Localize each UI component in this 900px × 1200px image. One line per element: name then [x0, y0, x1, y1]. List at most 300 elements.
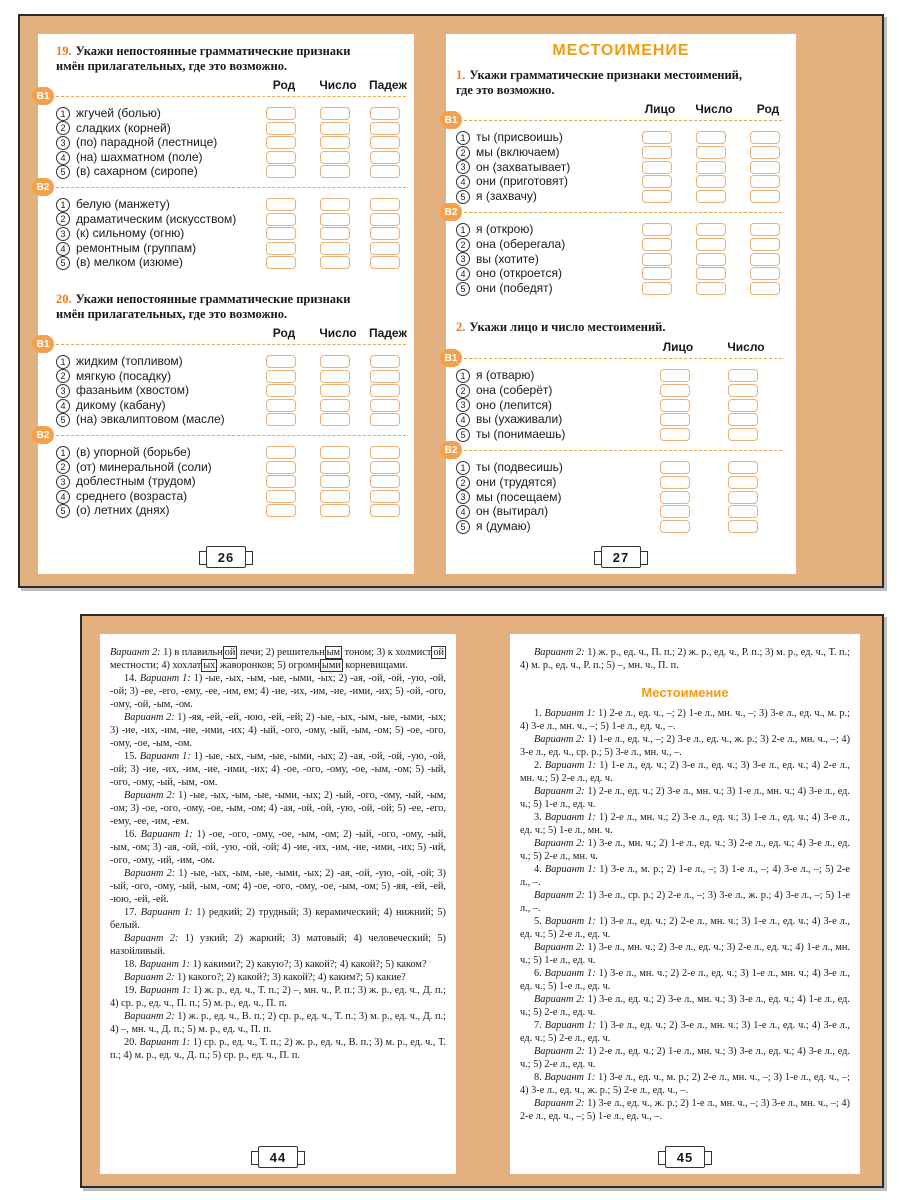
answer-box[interactable] — [660, 369, 690, 382]
answer-box[interactable] — [750, 223, 780, 236]
answer-box[interactable] — [660, 461, 690, 474]
item-text: белую (манжету) — [76, 197, 170, 211]
answer-box[interactable] — [370, 256, 400, 269]
item-number: 5 — [56, 256, 70, 270]
item-number: 1 — [456, 461, 470, 475]
answer-paragraph: Вариант 2: 1) -ые, -ых, -ым, -ые, -ыми, -ых; 2) -ая, -ой, -ую, -ой, -ой; 3) -ый, -ого, -ому, -ый, -ым, -ом; 4) -ое, -ого, -ому, -ое, -ым, -ом; 5) -яя, -ей, -ей, -юю, -ей, -ей. — [110, 868, 446, 905]
item-number: 1 — [456, 369, 470, 383]
variant-badge: В1 — [440, 349, 462, 367]
list-item — [456, 160, 570, 175]
dashed-divider — [464, 358, 782, 359]
task-text: имён прилагательных, где это возможно. — [56, 59, 288, 73]
dashed-divider — [56, 344, 406, 345]
variant-badge: В1 — [440, 111, 462, 129]
answer-box[interactable] — [266, 122, 296, 135]
list-item — [56, 106, 161, 121]
item-text: (в) мелком (изюме) — [76, 255, 183, 270]
answer-box[interactable] — [642, 131, 672, 144]
answer-paragraph: 6. Вариант 1: 1) 3-е л., мн. ч.; 2) 2-е л., ед. ч.; 3) 1-е л., мн. ч.; 4) 3-е л., ед. ч.; 5) 1-е л., ед. ч. — [520, 968, 850, 992]
answer-box[interactable] — [266, 165, 296, 178]
answer-box[interactable] — [370, 399, 400, 412]
answer-paragraph: 2. Вариант 1: 1) 1-е л., ед. ч.; 2) 3-е л., ед. ч.; 3) 3-е л., ед. ч.; 4) 2-е л., мн. ч.; 5) 2-е л., ед. ч. — [520, 760, 850, 784]
task-text: имён прилагательных, где это возможно. — [56, 307, 288, 321]
answer-box[interactable] — [266, 446, 296, 459]
answer-box[interactable] — [370, 475, 400, 488]
task-heading — [56, 292, 406, 322]
item-text: вы (хотите) — [476, 251, 539, 266]
list-item — [56, 460, 212, 475]
item-number: 4 — [56, 242, 70, 256]
page-26 — [38, 34, 414, 574]
column-header: Род — [272, 78, 296, 92]
answer-box[interactable] — [320, 355, 350, 368]
item-text: сладких (корней) — [76, 120, 171, 135]
list-item — [56, 489, 187, 504]
answer-paragraph: Вариант 2: 1) 3-е л., мн. ч.; 2) 1-е л., ед. ч.; 3) 2-е л., ед. ч.; 4) 3-е л., ед. ч.; 5) 2-е л., мн. ч. — [520, 838, 850, 862]
task-number: 19. — [56, 44, 72, 58]
dashed-divider — [56, 187, 406, 188]
answer-box[interactable] — [320, 122, 350, 135]
answer-box[interactable] — [320, 256, 350, 269]
list-item — [456, 252, 539, 267]
answer-box[interactable] — [370, 107, 400, 120]
answer-box[interactable] — [370, 355, 400, 368]
answer-box[interactable] — [370, 151, 400, 164]
dashed-divider — [56, 435, 406, 436]
item-text: ты (присвоишь) — [476, 130, 563, 144]
answer-box[interactable] — [660, 491, 690, 504]
list-item — [456, 490, 562, 505]
item-text: я (открою) — [476, 222, 534, 236]
answer-box[interactable] — [370, 370, 400, 383]
answer-box[interactable] — [320, 399, 350, 412]
answer-paragraph: 3. Вариант 1: 1) 2-е л., мн. ч.; 2) 3-е л., ед. ч.; 3) 1-е л., ед. ч.; 4) 3-е л., ед. ч.; 5) 1-е л., мн. ч. — [520, 812, 850, 836]
item-text: я (думаю) — [476, 519, 531, 534]
item-text: (в) сахарном (сиропе) — [76, 164, 198, 179]
answer-box[interactable] — [696, 161, 726, 174]
item-number: 3 — [56, 384, 70, 398]
answer-box[interactable] — [320, 198, 350, 211]
list-item — [56, 503, 170, 518]
task-heading — [456, 320, 786, 335]
task-heading — [56, 44, 406, 74]
item-number: 4 — [56, 490, 70, 504]
answers-45 — [520, 646, 850, 1123]
answer-box[interactable] — [266, 399, 296, 412]
task-number: 1. — [456, 68, 466, 82]
item-number: 1 — [56, 355, 70, 369]
item-text: ты (понимаешь) — [476, 427, 566, 442]
variant-badge: В2 — [32, 178, 54, 196]
answer-box[interactable] — [370, 242, 400, 255]
answer-box[interactable] — [320, 413, 350, 426]
answer-paragraph: 5. Вариант 1: 1) 3-е л., ед. ч.; 2) 2-е л., мн. ч.; 3) 1-е л., ед. ч.; 4) 3-е л., ед. ч.; 5) 2-е л., ед. ч. — [520, 916, 850, 940]
column-header: Число — [319, 78, 357, 92]
answer-box[interactable] — [266, 136, 296, 149]
answer-box[interactable] — [370, 198, 400, 211]
list-item — [456, 368, 534, 383]
item-number: 2 — [56, 460, 70, 474]
task-text: Укажи лицо и число местоимений. — [469, 320, 666, 334]
answer-paragraph: 1. Вариант 1: 1) 2-е л., ед. ч., –; 2) 1-е л., мн. ч., –; 3) 3-е л., ед. ч., м. р.; 4) 3-е л., мн. ч., –; 5) 1-е л., ед. ч., –. — [520, 708, 850, 732]
answer-box[interactable] — [320, 461, 350, 474]
answer-box[interactable] — [750, 282, 780, 295]
answer-box[interactable] — [696, 175, 726, 188]
answer-box[interactable] — [750, 190, 780, 203]
column-header: Лицо — [644, 102, 676, 116]
answer-box[interactable] — [728, 384, 758, 397]
page-number: 27 — [601, 546, 641, 568]
answer-box[interactable] — [266, 504, 296, 517]
item-text: (к) сильному (огню) — [76, 226, 185, 241]
column-header: Род — [756, 102, 780, 116]
answer-box[interactable] — [642, 146, 672, 159]
list-item — [456, 412, 562, 427]
answer-box[interactable] — [642, 175, 672, 188]
item-text: дикому (кабану) — [76, 397, 166, 412]
list-item — [456, 174, 568, 189]
answer-paragraph: 4. Вариант 1: 1) 3-е л., м. р.; 2) 1-е л., –; 3) 1-е л., –; 4) 3-е л., –; 5) 2-е л., –. — [520, 864, 850, 888]
answer-box[interactable] — [266, 227, 296, 240]
item-number: 3 — [56, 227, 70, 241]
list-item — [56, 164, 198, 179]
task-number: 2. — [456, 320, 466, 334]
item-number: 4 — [56, 399, 70, 413]
dashed-divider — [56, 96, 406, 97]
item-number: 4 — [456, 505, 470, 519]
list-item — [56, 383, 189, 398]
answer-box[interactable] — [728, 399, 758, 412]
page-45 — [510, 634, 860, 1174]
list-item — [56, 212, 236, 227]
item-number: 3 — [456, 252, 470, 266]
list-item — [456, 281, 553, 296]
item-text: я (захвачу) — [476, 189, 537, 204]
item-text: оно (откроется) — [476, 266, 562, 281]
list-item — [56, 150, 203, 165]
answer-box[interactable] — [696, 238, 726, 251]
answer-paragraph: 18. Вариант 1: 1) какими?; 2) какую?; 3) какой?; 4) какой?; 5) каком? — [124, 959, 427, 970]
answer-box[interactable] — [266, 490, 296, 503]
item-number: 2 — [456, 384, 470, 398]
item-text: они (победят) — [476, 281, 553, 296]
answer-box[interactable] — [696, 223, 726, 236]
answer-paragraph: Вариант 2: 1) ж. р., ед. ч., П. п.; 2) ж. р., ед. ч., Р. п.; 3) м. р., ед. ч., Т. п.; 4) м. р., ед. ч., Р. п.; 5) –, мн. ч., П. п. — [520, 647, 850, 671]
answer-box[interactable] — [266, 384, 296, 397]
answer-box[interactable] — [750, 161, 780, 174]
item-text: жидким (топливом) — [76, 354, 183, 368]
answer-box[interactable] — [266, 198, 296, 211]
section-title: Местоимение — [641, 685, 729, 700]
page-number: 26 — [206, 546, 246, 568]
column-header: Число — [695, 102, 733, 116]
answer-box[interactable] — [728, 505, 758, 518]
answer-box[interactable] — [320, 136, 350, 149]
item-text: драматическим (искусством) — [76, 211, 237, 226]
item-text: они (приготовят) — [476, 174, 568, 189]
task-text: Укажи грамматические признаки местоимений, — [469, 68, 742, 82]
answer-box[interactable] — [696, 253, 726, 266]
section-title: МЕСТОИМЕНИЕ — [552, 42, 690, 59]
answer-paragraph: 14. Вариант 1: 1) -ые, -ых, -ым, -ые, -ыми, -ых; 2) -ая, -ой, -ой, -ую, -ой, -ой; 3) -ее, -его, -ему, -ее, -им, ем; 4) -ие, -их, -им, -ие, -ими, -их; 5) -ой, -ого, -ому, -ой, -ым, -ом. — [110, 673, 446, 710]
item-number: 4 — [456, 267, 470, 281]
variant-badge: В2 — [32, 426, 54, 444]
item-number: 5 — [456, 520, 470, 534]
list-item — [456, 222, 533, 237]
answer-box[interactable] — [370, 213, 400, 226]
variant-badge: В1 — [32, 87, 54, 105]
item-text: ремонтным (группам) — [76, 240, 197, 255]
item-text: оно (лепится) — [476, 397, 553, 412]
answer-box[interactable] — [642, 267, 672, 280]
answer-box[interactable] — [750, 253, 780, 266]
list-item — [56, 474, 196, 489]
column-header: Лицо — [662, 340, 694, 354]
answer-box[interactable] — [750, 267, 780, 280]
answer-box[interactable] — [660, 384, 690, 397]
page-number: 44 — [258, 1146, 298, 1168]
item-text: (на) шахматном (поле) — [76, 149, 203, 164]
answer-box[interactable] — [370, 504, 400, 517]
answer-box[interactable] — [266, 413, 296, 426]
list-item — [56, 412, 225, 427]
answer-box[interactable] — [660, 428, 690, 441]
item-text: (от) минеральной (соли) — [76, 459, 212, 474]
task-text: где это возможно. — [456, 83, 555, 97]
answer-box[interactable] — [266, 107, 296, 120]
answer-box[interactable] — [660, 413, 690, 426]
answer-box[interactable] — [728, 461, 758, 474]
item-number: 1 — [456, 131, 470, 145]
answer-paragraph: Вариант 2: 1) 2-е л., ед. ч.; 2) 1-е л., мн. ч.; 3) 3-е л., ед. ч.; 4) 3-е л., ед. ч.; 5) 2-е л., ед. ч. — [520, 1046, 850, 1070]
list-item — [456, 383, 552, 398]
answer-box[interactable] — [266, 370, 296, 383]
answer-paragraph: 17. Вариант 1: 1) редкий; 2) трудный; 3) керамический; 4) нижний; 5) белый. — [110, 907, 446, 931]
answer-box[interactable] — [728, 491, 758, 504]
answer-box[interactable] — [642, 282, 672, 295]
answer-box[interactable] — [266, 256, 296, 269]
list-item — [56, 445, 191, 460]
answer-box[interactable] — [696, 190, 726, 203]
item-number: 1 — [56, 198, 70, 212]
answer-box[interactable] — [320, 490, 350, 503]
answer-box[interactable] — [370, 227, 400, 240]
answer-box[interactable] — [370, 490, 400, 503]
variant-badge: В2 — [440, 203, 462, 221]
answer-box[interactable] — [642, 190, 672, 203]
answer-paragraph: 15. Вариант 1: 1) -ые, -ых, -ым, -ые, -ыми, -ых; 2) -ая, -ой, -ой, -ую, -ой, -ой; 3) -ие, -их, -им, -ие, -ими, -их; 4) -ое, -ого, -ому, -ое, -ым, -ом; 5) -ый, -ого, -ому, -ый, -ым, -ом. — [110, 751, 446, 788]
item-text: (на) эвкалиптовом (масле) — [76, 412, 225, 427]
answer-box[interactable] — [750, 238, 780, 251]
item-number: 3 — [56, 136, 70, 150]
column-header: Падеж — [369, 326, 407, 340]
item-number: 5 — [56, 165, 70, 179]
answer-box[interactable] — [320, 213, 350, 226]
page-number: 45 — [665, 1146, 705, 1168]
answer-paragraph: Вариант 2: 1) узкий; 2) жаркий; 3) матовый; 4) человеческий; 5) назойливый. — [110, 933, 446, 957]
item-text: они (трудятся) — [476, 474, 557, 489]
answer-box[interactable] — [642, 223, 672, 236]
answer-box[interactable] — [320, 242, 350, 255]
list-item — [456, 266, 562, 281]
answer-box[interactable] — [266, 461, 296, 474]
answer-box[interactable] — [728, 369, 758, 382]
item-text: мягкую (посадку) — [76, 368, 172, 383]
item-text: фазаньим (хвостом) — [76, 383, 189, 398]
item-text: вы (ухаживали) — [476, 412, 563, 427]
item-number: 5 — [456, 282, 470, 296]
answer-box[interactable] — [696, 282, 726, 295]
item-text: доблестным (трудом) — [76, 474, 196, 489]
item-number: 1 — [456, 223, 470, 237]
answer-box[interactable] — [266, 355, 296, 368]
item-text: он (захватывает) — [476, 159, 571, 174]
column-header: Число — [727, 340, 765, 354]
task-number: 20. — [56, 292, 72, 306]
list-item — [456, 189, 537, 204]
list-item — [456, 130, 563, 145]
item-number: 5 — [56, 413, 70, 427]
answer-box[interactable] — [320, 384, 350, 397]
page-44 — [100, 634, 456, 1174]
answer-box[interactable] — [728, 520, 758, 533]
item-text: мы (посещаем) — [476, 489, 562, 504]
answer-box[interactable] — [660, 520, 690, 533]
answer-paragraph: Вариант 2: 1) 2-е л., ед. ч.; 2) 3-е л., мн. ч.; 3) 1-е л., мн. ч.; 4) 3-е л., ед. ч.; 5) 1-е л., ед. ч. — [520, 786, 850, 810]
answer-box[interactable] — [266, 151, 296, 164]
dashed-divider — [464, 450, 782, 451]
item-text: она (оберегала) — [476, 236, 566, 251]
answer-box[interactable] — [266, 213, 296, 226]
item-text: среднего (возраста) — [76, 488, 188, 503]
answer-paragraph: 19. Вариант 1: 1) ж. р., ед. ч., Т. п.; 2) –, мн. ч., Р. п.; 3) ж. р., ед. ч., Д. п.; 4) ср. р., ед. ч., П. п.; 5) м. р., ед. ч., П. п. — [110, 985, 446, 1009]
list-item — [56, 226, 184, 241]
task-heading — [456, 68, 786, 98]
answer-paragraph: 8. Вариант 1: 1) 3-е л., ед. ч., м. р.; 2) 2-е л., мн. ч., –; 3) 1-е л., ед. ч., –; 4) 3-е л., ед. ч., ж. р.; 5) 2-е л., ед. ч., –. — [520, 1072, 850, 1096]
list-item — [456, 460, 563, 475]
item-text: ты (подвесишь) — [476, 460, 563, 474]
answer-paragraph: Вариант 2: 1) 3-е л., мн. ч.; 2) 3-е л., ед. ч.; 3) 2-е л., ед. ч.; 4) 1-е л., мн. ч.; 5) 1-е л., ед. ч. — [520, 942, 850, 966]
answer-box[interactable] — [750, 131, 780, 144]
answer-box[interactable] — [696, 146, 726, 159]
answer-box[interactable] — [642, 238, 672, 251]
answer-paragraph: Вариант 2: 1) ж. р., ед. ч., В. п.; 2) ср. р., ед. ч., Т. п.; 3) м. р., ед. ч., Д. п.; 4) –, мн. ч., Д. п.; 5) м. р., ед. ч., П. п. — [110, 1011, 446, 1035]
answer-box[interactable] — [728, 413, 758, 426]
answer-paragraph: Вариант 2: 1) в плавильн ой печи; 2) решительн ым тоном; 3) к холмист ой местности; 4) хохлат ых жаворонков; 5) огромн ыми корневищами. — [110, 647, 444, 671]
item-number: 1 — [56, 107, 70, 121]
variant-badge: В1 — [32, 335, 54, 353]
answer-paragraph: Вариант 2: 1) 3-е л., ср. р.; 2) 2-е л., –; 3) 3-е л., ж. р.; 4) 3-е л., –; 5) 1-е л., –. — [520, 890, 850, 914]
item-number: 5 — [56, 504, 70, 518]
item-number: 3 — [456, 160, 470, 174]
item-number: 2 — [56, 121, 70, 135]
answer-box[interactable] — [320, 227, 350, 240]
list-item — [456, 237, 565, 252]
answer-box[interactable] — [370, 446, 400, 459]
answer-box[interactable] — [642, 161, 672, 174]
answer-box[interactable] — [660, 399, 690, 412]
answer-box[interactable] — [320, 475, 350, 488]
list-item — [456, 398, 552, 413]
answer-box[interactable] — [320, 107, 350, 120]
item-text: (в) упорной (борьбе) — [76, 445, 191, 459]
list-item — [56, 354, 183, 369]
item-number: 4 — [456, 175, 470, 189]
answer-box[interactable] — [696, 131, 726, 144]
list-item — [56, 121, 171, 136]
answer-box[interactable] — [266, 242, 296, 255]
list-item — [456, 145, 560, 160]
answer-box[interactable] — [320, 504, 350, 517]
item-text: она (соберёт) — [476, 382, 553, 397]
item-number: 4 — [456, 413, 470, 427]
item-number: 1 — [56, 446, 70, 460]
item-number: 3 — [456, 490, 470, 504]
list-item — [456, 475, 556, 490]
item-number: 2 — [56, 212, 70, 226]
answer-box[interactable] — [320, 370, 350, 383]
answer-box[interactable] — [266, 475, 296, 488]
answer-box[interactable] — [750, 175, 780, 188]
column-header: Падеж — [369, 78, 407, 92]
answer-box[interactable] — [320, 165, 350, 178]
answer-paragraph: 20. Вариант 1: 1) ср. р., ед. ч., Т. п.; 2) ж. р., ед. ч., В. п.; 3) м. р., ед. ч., Т. п.; 4) м. р., ед. ч., Д. п.; 5) ср. р., ед. ч., П. п. — [110, 1037, 446, 1061]
dashed-divider — [464, 120, 782, 121]
item-number: 3 — [456, 398, 470, 412]
list-item — [56, 241, 196, 256]
answer-box[interactable] — [728, 476, 758, 489]
item-number: 4 — [56, 151, 70, 165]
answer-paragraph: Вариант 2: 1) 1-е л., ед. ч., –; 2) 3-е л., ед. ч., ж. р.; 3) 2-е л., мн. ч., –; 4) 3-е л., ед. ч., ср. р.; 5) 3-е л., мн. ч., –. — [520, 734, 850, 758]
list-item — [56, 398, 166, 413]
column-header: Число — [319, 326, 357, 340]
column-header: Род — [272, 326, 296, 340]
answer-box[interactable] — [320, 151, 350, 164]
item-number: 2 — [456, 238, 470, 252]
item-text: жгучей (болью) — [76, 106, 161, 120]
answer-box[interactable] — [320, 446, 350, 459]
answer-box[interactable] — [370, 122, 400, 135]
answer-box[interactable] — [370, 136, 400, 149]
answer-box[interactable] — [370, 384, 400, 397]
answer-box[interactable] — [370, 413, 400, 426]
answer-box[interactable] — [660, 476, 690, 489]
list-item — [56, 197, 170, 212]
answer-box[interactable] — [696, 267, 726, 280]
list-item — [56, 135, 217, 150]
item-text: я (отварю) — [476, 368, 535, 382]
item-text: (по) парадной (лестнице) — [76, 135, 218, 150]
answer-box[interactable] — [728, 428, 758, 441]
item-number: 3 — [56, 475, 70, 489]
variant-badge: В2 — [440, 441, 462, 459]
task-text: Укажи непостоянные грамматические признаки — [75, 44, 351, 58]
answer-box[interactable] — [370, 461, 400, 474]
item-number: 2 — [456, 146, 470, 160]
answer-box[interactable] — [370, 165, 400, 178]
item-number: 2 — [456, 476, 470, 490]
list-item — [456, 519, 531, 534]
answer-paragraph: Вариант 2: 1) 3-е л., ед. ч., ж. р.; 2) 1-е л., мн. ч., –; 3) 3-е л., мн. ч., –; 4) 2-е л., ед. ч., –; 5) 1-е л., ед. ч., –. — [520, 1098, 850, 1122]
answer-paragraph: Вариант 2: 1) -яя, -ей, -ей, -юю, -ей, -ей; 2) -ые, -ых, -ым, -ые, -ыми, -ых; 3) -ие, -их, -им, -ие, -ими, -их; 4) -ый, -ого, -ому, -ый, -ым, -ом; 5) -ое, -ого, -ому, -ое, -ым, -ом. — [110, 712, 446, 749]
answer-paragraph: Вариант 2: 1) какого?; 2) какой?; 3) какой?; 4) каким?; 5) какие? — [124, 972, 406, 983]
list-item — [456, 427, 565, 442]
answer-box[interactable] — [660, 505, 690, 518]
answer-box[interactable] — [642, 253, 672, 266]
answer-box[interactable] — [750, 146, 780, 159]
answer-paragraph: 7. Вариант 1: 1) 3-е л., ед. ч.; 2) 3-е л., мн. ч.; 3) 1-е л., ед. ч.; 4) 3-е л., ед. ч.; 5) 2-е л., ед. ч. — [520, 1020, 850, 1044]
top-spread — [18, 14, 884, 588]
